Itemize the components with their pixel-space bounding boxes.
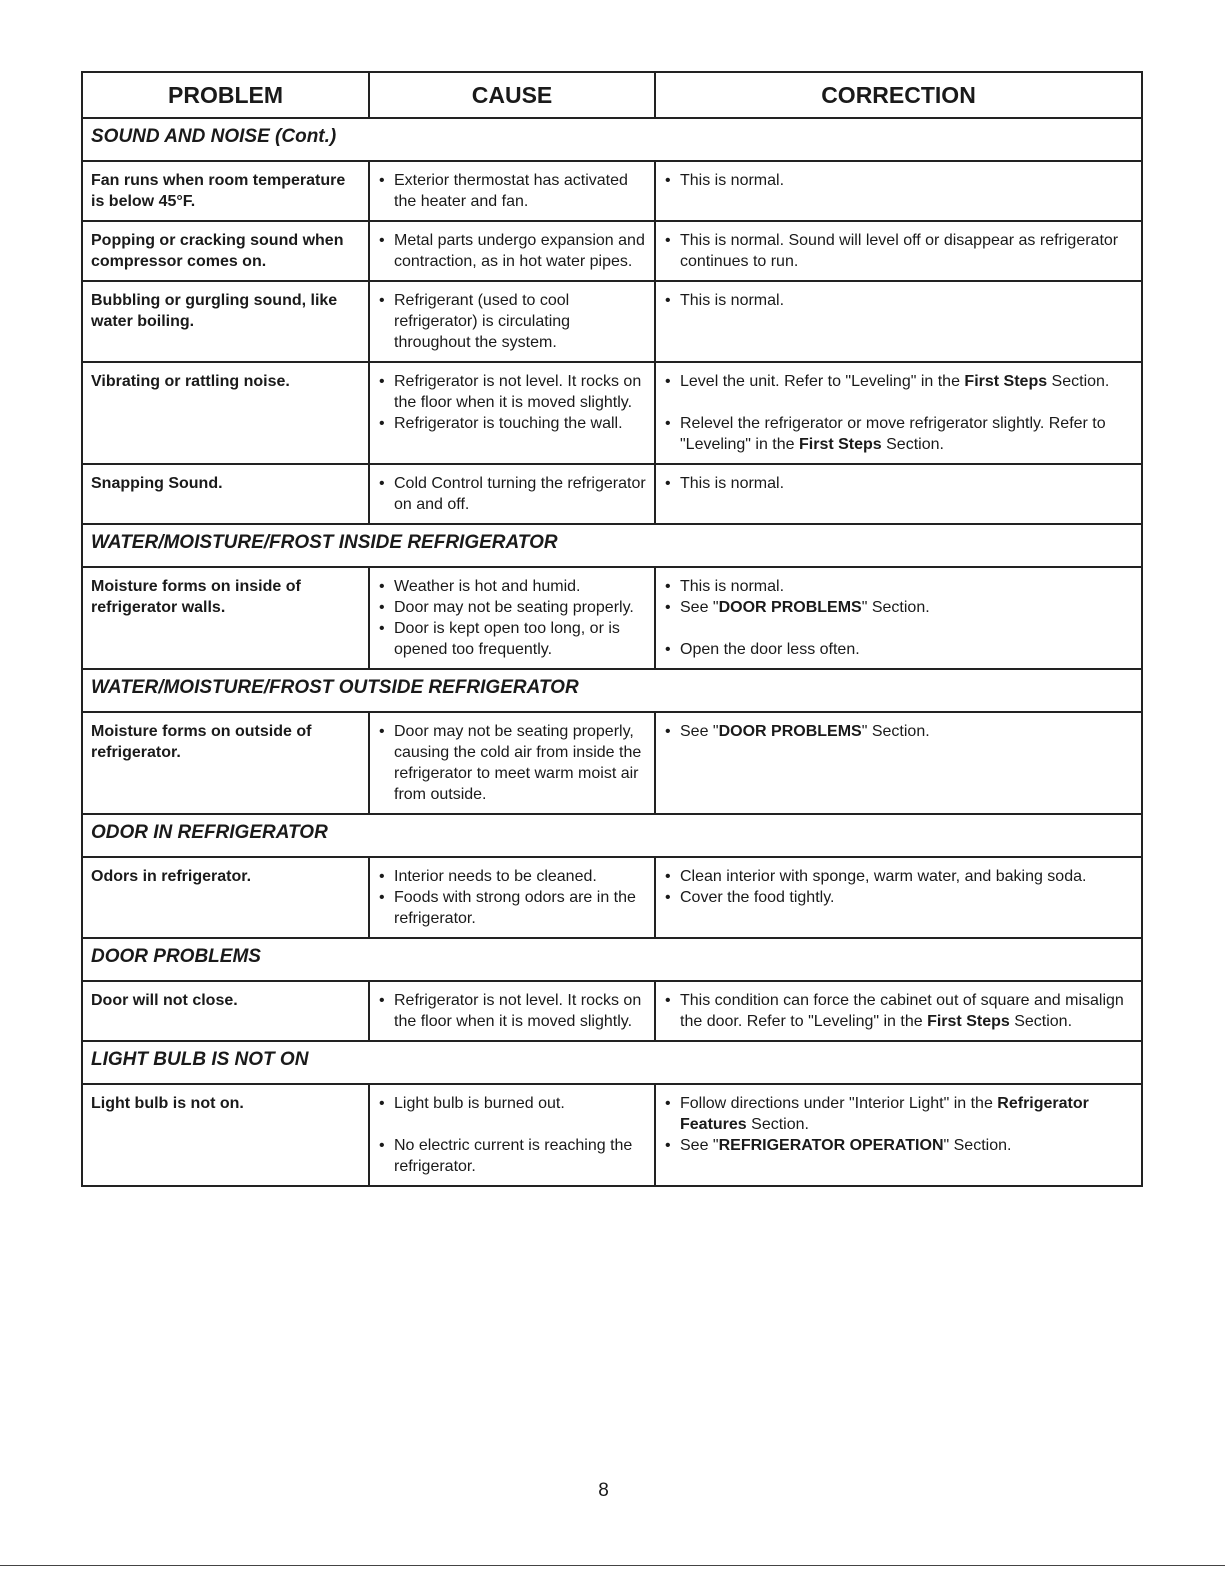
correction-item [662,597,1135,618]
correction-text: " Section. [943,1137,1012,1154]
problem-cell: Light bulb is not on. [82,1084,369,1186]
table-row [82,281,1142,362]
correction-text: See " [680,1137,719,1154]
correction-text: " Section. [861,599,930,616]
section-reference: First Steps [927,1013,1010,1030]
cause-item: • Light bulb is burned out. [376,1093,648,1114]
cause-item: • Door may not be seating properly, causing the cold air from inside the refrigerator to meet warm moist air from outside. [376,721,648,805]
correction-cell [655,161,1142,221]
cause-item: • Door is kept open too long, or is opened too frequently. [376,618,648,660]
table-row [82,1084,1142,1186]
header-cause: CAUSE [369,72,655,118]
section-row [82,669,1142,712]
correction-item [662,721,1135,742]
cause-item: • Refrigerator is not level. It rocks on the floor when it is moved slightly. [376,371,648,413]
correction-cell [655,1084,1142,1186]
table-row [82,567,1142,669]
correction-text: " Section. [861,723,930,740]
correction-item [662,413,1135,455]
cause-cell [369,981,655,1041]
table-row [82,857,1142,938]
correction-text: Section. [1009,1013,1073,1030]
section-reference: DOOR PROBLEMS [718,723,862,740]
cause-item: • Refrigerator is touching the wall. [376,413,648,434]
cause-item: • Door may not be seating properly. [376,597,648,618]
correction-cell [655,981,1142,1041]
table-row [82,221,1142,281]
section-row [82,1041,1142,1084]
cause-cell [369,464,655,524]
cause-item: • Exterior thermostat has activated the heater and fan. [376,170,648,212]
section-row [82,524,1142,567]
problem-cell: Odors in refrigerator. [82,857,369,938]
cause-cell [369,221,655,281]
correction-item: • Clean interior with sponge, warm water, and baking soda. [662,866,1135,887]
section-reference: Refrigerator Features [680,1095,1089,1133]
page-number: 8 [598,1480,609,1501]
cause-cell [369,1084,655,1186]
correction-text: Section. [746,1116,809,1133]
correction-cell [655,712,1142,814]
section-reference: REFRIGERATOR OPERATION [718,1137,944,1154]
cause-cell [369,567,655,669]
problem-cell: Popping or cracking sound when compressor comes on. [82,221,369,281]
header-correction: CORRECTION [655,72,1142,118]
cause-cell [369,712,655,814]
section-row [82,118,1142,161]
correction-item [662,371,1135,392]
cause-cell [369,281,655,362]
problem-cell: Moisture forms on inside of refrigerator walls. [82,567,369,669]
correction-item: • This is normal. Sound will level off or disappear as refrigerator continues to run. [662,230,1135,272]
correction-item [662,990,1135,1032]
correction-item: • This is normal. [662,473,1135,494]
troubleshooting-sheet [81,71,1141,1187]
correction-item: • Cover the food tightly. [662,887,1135,908]
section-reference: First Steps [799,436,882,453]
correction-text: Section. [1047,373,1110,390]
problem-cell: Fan runs when room temperature is below 45°F. [82,161,369,221]
correction-text: See " [680,599,719,616]
cause-item: • Foods with strong odors are in the refrigerator. [376,887,648,929]
section-door-problems: DOOR PROBLEMS [82,938,1142,981]
correction-cell [655,362,1142,464]
section-reference: DOOR PROBLEMS [718,599,862,616]
correction-text: Level the unit. Refer to "Leveling" in the [680,373,965,390]
cause-cell [369,857,655,938]
table-row [82,161,1142,221]
cause-item: • Cold Control turning the refrigerator on and off. [376,473,648,515]
problem-cell: Snapping Sound. [82,464,369,524]
section-moisture-inside: WATER/MOISTURE/FROST INSIDE REFRIGERATOR [82,524,1142,567]
header-problem: PROBLEM [82,72,369,118]
correction-text: Section. [881,436,944,453]
problem-cell: Door will not close. [82,981,369,1041]
correction-text: Relevel the refrigerator or move refrigerator slightly. Refer to "Leveling" in the [680,415,1106,453]
troubleshooting-table [81,71,1143,1187]
section-reference: First Steps [964,373,1048,390]
section-light-bulb: LIGHT BULB IS NOT ON [82,1041,1142,1084]
correction-item: • This is normal. [662,170,1135,191]
section-row [82,938,1142,981]
correction-item [662,1135,1135,1156]
correction-cell [655,567,1142,669]
cause-item: • No electric current is reaching the refrigerator. [376,1135,648,1177]
cause-item: • Refrigerator is not level. It rocks on the floor when it is moved slightly. [376,990,648,1032]
correction-cell [655,464,1142,524]
problem-cell: Bubbling or gurgling sound, like water boiling. [82,281,369,362]
cause-item: • Refrigerant (used to cool refrigerator) is circulating throughout the system. [376,290,648,353]
correction-cell [655,221,1142,281]
table-row [82,362,1142,464]
section-sound-and-noise: SOUND AND NOISE (Cont.) [82,118,1142,161]
cause-cell [369,362,655,464]
problem-cell: Moisture forms on outside of refrigerator. [82,712,369,814]
correction-text: Follow directions under "Interior Light" in the [680,1095,998,1112]
cause-item: • Interior needs to be cleaned. [376,866,648,887]
correction-item: • Open the door less often. [662,639,1135,660]
correction-cell [655,857,1142,938]
correction-item: • This is normal. [662,290,1135,311]
correction-item: • This is normal. [662,576,1135,597]
table-row [82,981,1142,1041]
header-row [82,72,1142,118]
section-moisture-outside: WATER/MOISTURE/FROST OUTSIDE REFRIGERATOR [82,669,1142,712]
table-row [82,712,1142,814]
cause-item: • Weather is hot and humid. [376,576,648,597]
correction-text: This condition can force the cabinet out of square and misalign the door. Refer to "Leveling" in the [680,992,1124,1030]
cause-item: • Metal parts undergo expansion and contraction, as in hot water pipes. [376,230,648,272]
table-row [82,464,1142,524]
correction-item [662,1093,1135,1135]
cause-cell [369,161,655,221]
section-odor: ODOR IN REFRIGERATOR [82,814,1142,857]
correction-text: See " [680,723,719,740]
section-row [82,814,1142,857]
problem-cell: Vibrating or rattling noise. [82,362,369,464]
correction-cell [655,281,1142,362]
bottom-divider [0,1565,1225,1566]
